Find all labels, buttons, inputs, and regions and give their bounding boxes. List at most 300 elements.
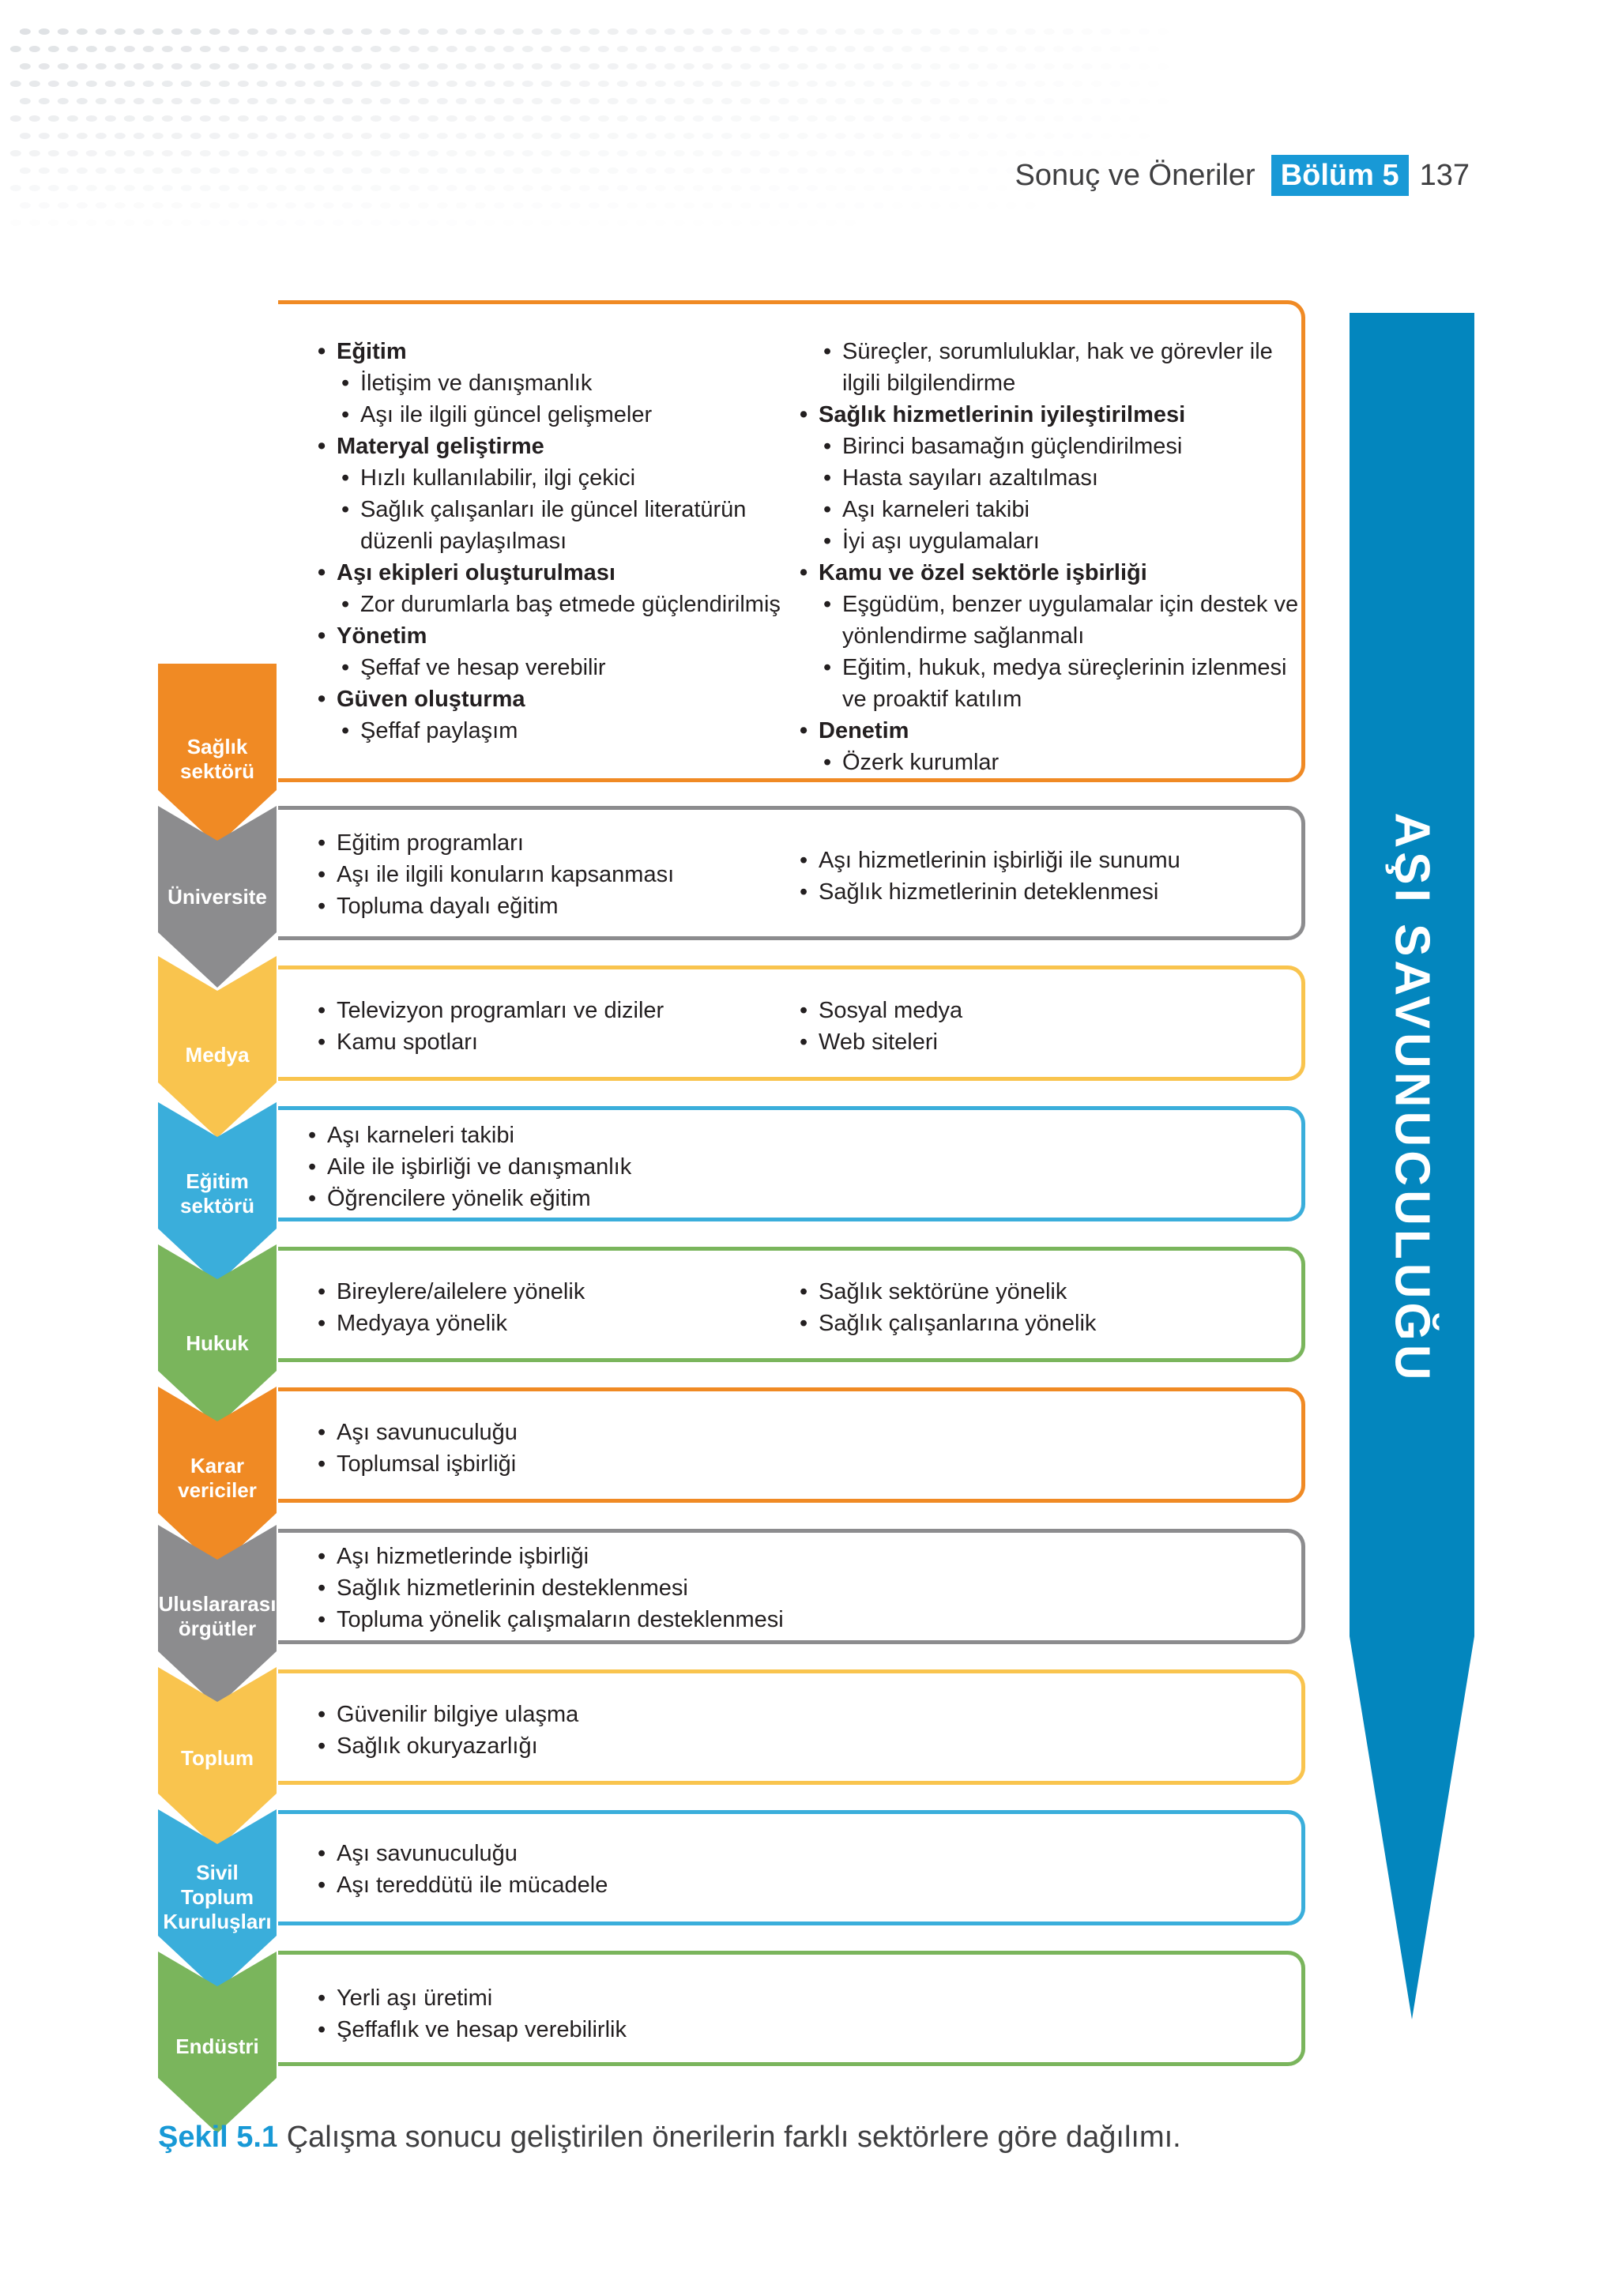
header-dot bbox=[295, 150, 306, 156]
header-dot bbox=[58, 167, 69, 174]
header-dot bbox=[29, 220, 40, 226]
header-dot bbox=[826, 46, 837, 52]
header-dot bbox=[484, 46, 495, 52]
header-dot bbox=[835, 167, 846, 174]
header-dot bbox=[759, 28, 770, 35]
header-dot bbox=[873, 133, 884, 139]
header-dot bbox=[835, 202, 846, 209]
caption-label: Şekil 5.1 bbox=[158, 2121, 279, 2154]
header-dot bbox=[1091, 46, 1102, 52]
header-dot bbox=[949, 98, 960, 104]
header-dot bbox=[446, 46, 457, 52]
header-dot bbox=[513, 63, 524, 70]
header-dot bbox=[598, 185, 609, 191]
header-dot bbox=[1015, 46, 1026, 52]
header-dot bbox=[342, 28, 353, 35]
header-dot bbox=[228, 28, 239, 35]
header-dot bbox=[617, 220, 628, 226]
header-dot bbox=[10, 185, 21, 191]
header-dot bbox=[238, 115, 249, 122]
header-dot bbox=[664, 167, 676, 174]
header-dot bbox=[96, 133, 107, 139]
header-dot bbox=[96, 28, 107, 35]
header-dot bbox=[266, 98, 277, 104]
header-dot bbox=[759, 202, 770, 209]
header-dot bbox=[797, 202, 808, 209]
header-dot bbox=[987, 28, 998, 35]
header-dot bbox=[58, 28, 69, 35]
header-dot bbox=[134, 63, 145, 70]
header-dot bbox=[551, 98, 562, 104]
header-dot bbox=[1158, 98, 1169, 104]
header-dot bbox=[570, 133, 581, 139]
header-dot bbox=[1082, 133, 1093, 139]
header-dot bbox=[1158, 63, 1169, 70]
header-dot bbox=[617, 185, 628, 191]
recommendation-item: • İyi aşı uygulamaları bbox=[800, 525, 1298, 557]
header-dot bbox=[1025, 98, 1036, 104]
header-dot bbox=[465, 185, 476, 191]
header-dot bbox=[598, 81, 609, 87]
header-dot bbox=[219, 46, 230, 52]
header-dot bbox=[674, 46, 685, 52]
header-dot bbox=[674, 115, 685, 122]
header-dot bbox=[570, 202, 581, 209]
header-dot bbox=[1063, 63, 1074, 70]
header-dot bbox=[683, 133, 695, 139]
header-dot bbox=[636, 46, 647, 52]
header-dot bbox=[551, 28, 562, 35]
header-dot bbox=[1139, 98, 1150, 104]
header-dot bbox=[380, 28, 391, 35]
header-dot bbox=[465, 46, 476, 52]
header-dot bbox=[371, 46, 382, 52]
header-dot bbox=[371, 150, 382, 156]
header-dot bbox=[769, 46, 780, 52]
header-dot bbox=[1072, 46, 1083, 52]
header-dot bbox=[39, 28, 50, 35]
header-dot bbox=[854, 167, 865, 174]
header-dot bbox=[333, 115, 344, 122]
header-dot bbox=[968, 202, 979, 209]
recommendation-item: • Sosyal medya bbox=[800, 995, 962, 1026]
header-dot bbox=[892, 28, 903, 35]
header-dot bbox=[67, 220, 78, 226]
header-dot bbox=[627, 98, 638, 104]
recommendation-item: • Medyaya yönelik bbox=[318, 1308, 585, 1339]
header-dot bbox=[778, 133, 789, 139]
header-dot bbox=[712, 220, 723, 226]
header-dot bbox=[797, 167, 808, 174]
header-dot bbox=[977, 185, 988, 191]
header-dot bbox=[864, 185, 875, 191]
header-dot bbox=[958, 81, 969, 87]
header-dot bbox=[465, 220, 476, 226]
header-dot bbox=[949, 202, 960, 209]
header-dot bbox=[162, 115, 173, 122]
header-dot bbox=[1101, 133, 1112, 139]
header-dot bbox=[371, 220, 382, 226]
header-dot bbox=[399, 98, 410, 104]
header-dot bbox=[276, 220, 287, 226]
recommendation-item: • Kamu spotları bbox=[318, 1026, 664, 1058]
header-dot bbox=[750, 150, 761, 156]
header-dot bbox=[361, 98, 372, 104]
header-dot bbox=[939, 115, 951, 122]
header-dot bbox=[371, 115, 382, 122]
header-dot bbox=[399, 167, 410, 174]
header-dot bbox=[911, 28, 922, 35]
header-dot bbox=[608, 98, 619, 104]
header-dot bbox=[314, 46, 325, 52]
recommendation-item: • Hızlı kullanılabilir, ilgi çekici bbox=[318, 462, 781, 494]
sector-recommendations-box bbox=[278, 1387, 1305, 1503]
header-dot bbox=[124, 150, 135, 156]
header-dot bbox=[769, 150, 780, 156]
sector-recommendations-box bbox=[278, 300, 1305, 782]
header-dot bbox=[987, 63, 998, 70]
header-dot bbox=[190, 63, 201, 70]
header-dot bbox=[162, 150, 173, 156]
header-dot bbox=[276, 185, 287, 191]
header-dot bbox=[987, 167, 998, 174]
right-recommendation-list bbox=[800, 995, 962, 1058]
header-dot bbox=[209, 167, 220, 174]
recommendation-item: • Süreçler, sorumluluklar, hak ve görevler ile bbox=[800, 336, 1298, 367]
header-dot bbox=[1082, 28, 1093, 35]
header-dot bbox=[1044, 133, 1055, 139]
header-dot bbox=[683, 63, 695, 70]
header-dot bbox=[627, 63, 638, 70]
header-dot bbox=[86, 150, 97, 156]
header-dot bbox=[551, 202, 562, 209]
header-dot bbox=[124, 81, 135, 87]
header-dot bbox=[883, 150, 894, 156]
header-dot bbox=[854, 98, 865, 104]
header-dot bbox=[551, 167, 562, 174]
header-dot bbox=[759, 63, 770, 70]
header-dot bbox=[627, 202, 638, 209]
header-dot bbox=[200, 220, 211, 226]
header-dot bbox=[295, 81, 306, 87]
header-dot bbox=[115, 202, 126, 209]
header-dot bbox=[503, 115, 514, 122]
header-dot bbox=[86, 81, 97, 87]
header-dot bbox=[702, 202, 713, 209]
header-dot bbox=[674, 220, 685, 226]
header-dot bbox=[494, 167, 505, 174]
header-dot bbox=[541, 46, 552, 52]
header-dot bbox=[655, 185, 666, 191]
header-dot bbox=[532, 63, 543, 70]
header-dot bbox=[143, 115, 154, 122]
header-dot bbox=[883, 81, 894, 87]
header-dot bbox=[845, 220, 856, 226]
header-dot bbox=[513, 28, 524, 35]
recommendation-item: • Sağlık okuryazarlığı bbox=[318, 1730, 578, 1762]
header-dot bbox=[636, 115, 647, 122]
header-dot bbox=[617, 115, 628, 122]
header-dot bbox=[1129, 115, 1140, 122]
header-dot bbox=[570, 63, 581, 70]
header-dot bbox=[333, 150, 344, 156]
header-dot bbox=[48, 46, 59, 52]
header-dot bbox=[219, 81, 230, 87]
header-dot bbox=[740, 98, 751, 104]
recommendation-item: • Sağlık hizmetlerinin desteklenmesi bbox=[318, 1572, 784, 1604]
header-dot bbox=[171, 63, 183, 70]
header-dot bbox=[930, 167, 941, 174]
header-dot bbox=[570, 167, 581, 174]
header-dot bbox=[664, 133, 676, 139]
header-dot bbox=[522, 46, 533, 52]
header-dot bbox=[646, 167, 657, 174]
header-dot bbox=[266, 202, 277, 209]
header-dot bbox=[655, 150, 666, 156]
header-dot bbox=[115, 63, 126, 70]
header-dot bbox=[816, 202, 827, 209]
header-dot bbox=[683, 98, 695, 104]
header-dot bbox=[390, 46, 401, 52]
header-dot bbox=[731, 46, 742, 52]
header-dot bbox=[702, 167, 713, 174]
header-dot bbox=[816, 167, 827, 174]
header-dot bbox=[247, 133, 258, 139]
recommendation-item: düzenli paylaşılması bbox=[360, 529, 567, 554]
header-dot bbox=[96, 202, 107, 209]
header-dot bbox=[636, 81, 647, 87]
sector-recommendations-box bbox=[278, 1669, 1305, 1785]
header-dot bbox=[352, 150, 363, 156]
recommendation-item: • Aile ile işbirliği ve danışmanlık bbox=[308, 1151, 631, 1183]
header-dot bbox=[958, 46, 969, 52]
header-dot bbox=[522, 185, 533, 191]
header-dot bbox=[390, 185, 401, 191]
header-dot bbox=[750, 46, 761, 52]
header-dot bbox=[683, 202, 695, 209]
header-dot bbox=[902, 46, 913, 52]
header-dot bbox=[200, 81, 211, 87]
header-dot bbox=[598, 150, 609, 156]
recommendation-item: • Yönetim bbox=[318, 620, 781, 652]
header-dot bbox=[845, 46, 856, 52]
header-dot bbox=[1034, 46, 1045, 52]
header-dot bbox=[209, 28, 220, 35]
header-dot bbox=[655, 115, 666, 122]
header-dot bbox=[418, 202, 429, 209]
header-dot bbox=[200, 185, 211, 191]
header-dot bbox=[731, 220, 742, 226]
header-dot bbox=[1148, 46, 1159, 52]
header-dot bbox=[854, 202, 865, 209]
header-dot bbox=[143, 46, 154, 52]
header-dot bbox=[115, 28, 126, 35]
header-dot bbox=[266, 63, 277, 70]
header-dot bbox=[930, 63, 941, 70]
header-dot bbox=[266, 133, 277, 139]
header-dot bbox=[589, 63, 600, 70]
header-dot bbox=[29, 185, 40, 191]
header-dot bbox=[86, 115, 97, 122]
header-dot bbox=[67, 185, 78, 191]
header-dot bbox=[702, 98, 713, 104]
header-dot bbox=[579, 115, 590, 122]
recommendation-item: • Öğrencilere yönelik eğitim bbox=[308, 1183, 631, 1214]
header-dot bbox=[807, 185, 818, 191]
header-dot bbox=[10, 115, 21, 122]
left-recommendation-list bbox=[308, 1120, 631, 1214]
recommendation-item: • Şeffaf paylaşım bbox=[318, 715, 781, 747]
header-dot bbox=[864, 81, 875, 87]
header-dot bbox=[257, 46, 268, 52]
header-dot bbox=[1072, 81, 1083, 87]
header-dot bbox=[1015, 115, 1026, 122]
header-dot bbox=[835, 98, 846, 104]
header-dot bbox=[911, 63, 922, 70]
header-dot bbox=[247, 98, 258, 104]
header-dot bbox=[503, 185, 514, 191]
header-dot bbox=[295, 220, 306, 226]
header-dot bbox=[911, 202, 922, 209]
header-dot bbox=[181, 46, 192, 52]
header-dot bbox=[541, 150, 552, 156]
header-dot bbox=[1101, 28, 1112, 35]
recommendation-item: • Aşı karneleri takibi bbox=[800, 494, 1298, 525]
header-dot bbox=[399, 133, 410, 139]
header-dot bbox=[314, 81, 325, 87]
header-dot bbox=[352, 220, 363, 226]
header-dot bbox=[560, 46, 571, 52]
header-dot bbox=[456, 167, 467, 174]
header-dot bbox=[67, 46, 78, 52]
header-dot bbox=[143, 150, 154, 156]
header-dot bbox=[190, 28, 201, 35]
header-dot bbox=[721, 63, 732, 70]
header-dot bbox=[228, 63, 239, 70]
header-dot bbox=[1063, 98, 1074, 104]
header-dot bbox=[427, 81, 439, 87]
header-dot bbox=[835, 28, 846, 35]
recommendation-item: • Eğitim, hukuk, medya süreçlerinin izlenmesi bbox=[800, 652, 1298, 683]
header-dot bbox=[873, 63, 884, 70]
header-dot bbox=[930, 133, 941, 139]
header-dot bbox=[105, 185, 116, 191]
header-dot bbox=[503, 150, 514, 156]
header-dot bbox=[939, 150, 951, 156]
header-dot bbox=[636, 220, 647, 226]
header-dot bbox=[29, 81, 40, 87]
header-dot bbox=[228, 133, 239, 139]
header-dot bbox=[920, 46, 932, 52]
header-dot bbox=[418, 98, 429, 104]
header-dot bbox=[257, 150, 268, 156]
header-dot bbox=[968, 28, 979, 35]
header-dot bbox=[200, 115, 211, 122]
header-dot bbox=[342, 167, 353, 174]
header-dot bbox=[608, 28, 619, 35]
left-recommendation-list bbox=[318, 1276, 585, 1339]
header-dot bbox=[589, 133, 600, 139]
header-dot bbox=[304, 202, 315, 209]
header-dot bbox=[304, 28, 315, 35]
header-dot bbox=[408, 150, 420, 156]
header-dot bbox=[1091, 115, 1102, 122]
header-dot bbox=[285, 63, 296, 70]
header-dot bbox=[513, 133, 524, 139]
header-dot bbox=[513, 98, 524, 104]
left-recommendation-list bbox=[318, 1982, 627, 2046]
header-dot bbox=[276, 150, 287, 156]
header-dot bbox=[456, 63, 467, 70]
recommendation-item: • Aşı savunuculuğu bbox=[318, 1417, 518, 1448]
header-dot bbox=[494, 28, 505, 35]
header-dot bbox=[134, 133, 145, 139]
header-dot bbox=[115, 98, 126, 104]
header-dot bbox=[702, 133, 713, 139]
header-dot bbox=[67, 150, 78, 156]
header-dot bbox=[58, 98, 69, 104]
header-dot bbox=[958, 150, 969, 156]
header-dot bbox=[352, 81, 363, 87]
header-dot bbox=[456, 202, 467, 209]
header-dot bbox=[484, 220, 495, 226]
header-dot bbox=[494, 202, 505, 209]
header-dot bbox=[892, 98, 903, 104]
recommendation-item: • Sağlık çalışanları ile güncel literatürün bbox=[318, 494, 781, 525]
header-dot bbox=[390, 220, 401, 226]
header-dot bbox=[333, 46, 344, 52]
header-dot bbox=[769, 81, 780, 87]
header-dot bbox=[190, 202, 201, 209]
recommendation-item: • Kamu ve özel sektörle işbirliği bbox=[800, 557, 1298, 589]
sector-label: Karar vericiler bbox=[178, 1454, 257, 1502]
header-dot bbox=[721, 167, 732, 174]
header-dot bbox=[285, 167, 296, 174]
header-dot bbox=[1015, 81, 1026, 87]
header-dot bbox=[238, 185, 249, 191]
header-dot bbox=[721, 98, 732, 104]
header-dot bbox=[380, 63, 391, 70]
header-dot bbox=[589, 202, 600, 209]
header-dot bbox=[731, 185, 742, 191]
header-dot bbox=[560, 115, 571, 122]
sector-label: Eğitim sektörü bbox=[180, 1169, 254, 1218]
header-dot bbox=[845, 185, 856, 191]
header-dot bbox=[105, 150, 116, 156]
header-dot bbox=[295, 115, 306, 122]
header-dot bbox=[1034, 115, 1045, 122]
header-dot bbox=[181, 115, 192, 122]
header-dot bbox=[152, 202, 164, 209]
header-dot bbox=[854, 63, 865, 70]
header-dot bbox=[608, 133, 619, 139]
header-dot bbox=[731, 81, 742, 87]
header-dot bbox=[816, 98, 827, 104]
recommendation-item: • Sağlık hizmetlerinin deteklenmesi bbox=[800, 876, 1180, 908]
header-dot bbox=[1006, 133, 1017, 139]
header-dot bbox=[209, 133, 220, 139]
header-dot bbox=[532, 202, 543, 209]
header-dot bbox=[513, 167, 524, 174]
header-dot bbox=[712, 185, 723, 191]
header-dot bbox=[1120, 28, 1131, 35]
header-dot bbox=[418, 28, 429, 35]
header-dot bbox=[920, 185, 932, 191]
header-dot bbox=[759, 98, 770, 104]
header-dot bbox=[276, 81, 287, 87]
recommendation-item: • Zor durumlarla baş etmede güçlendirilmiş bbox=[318, 589, 781, 620]
header-dot bbox=[494, 133, 505, 139]
